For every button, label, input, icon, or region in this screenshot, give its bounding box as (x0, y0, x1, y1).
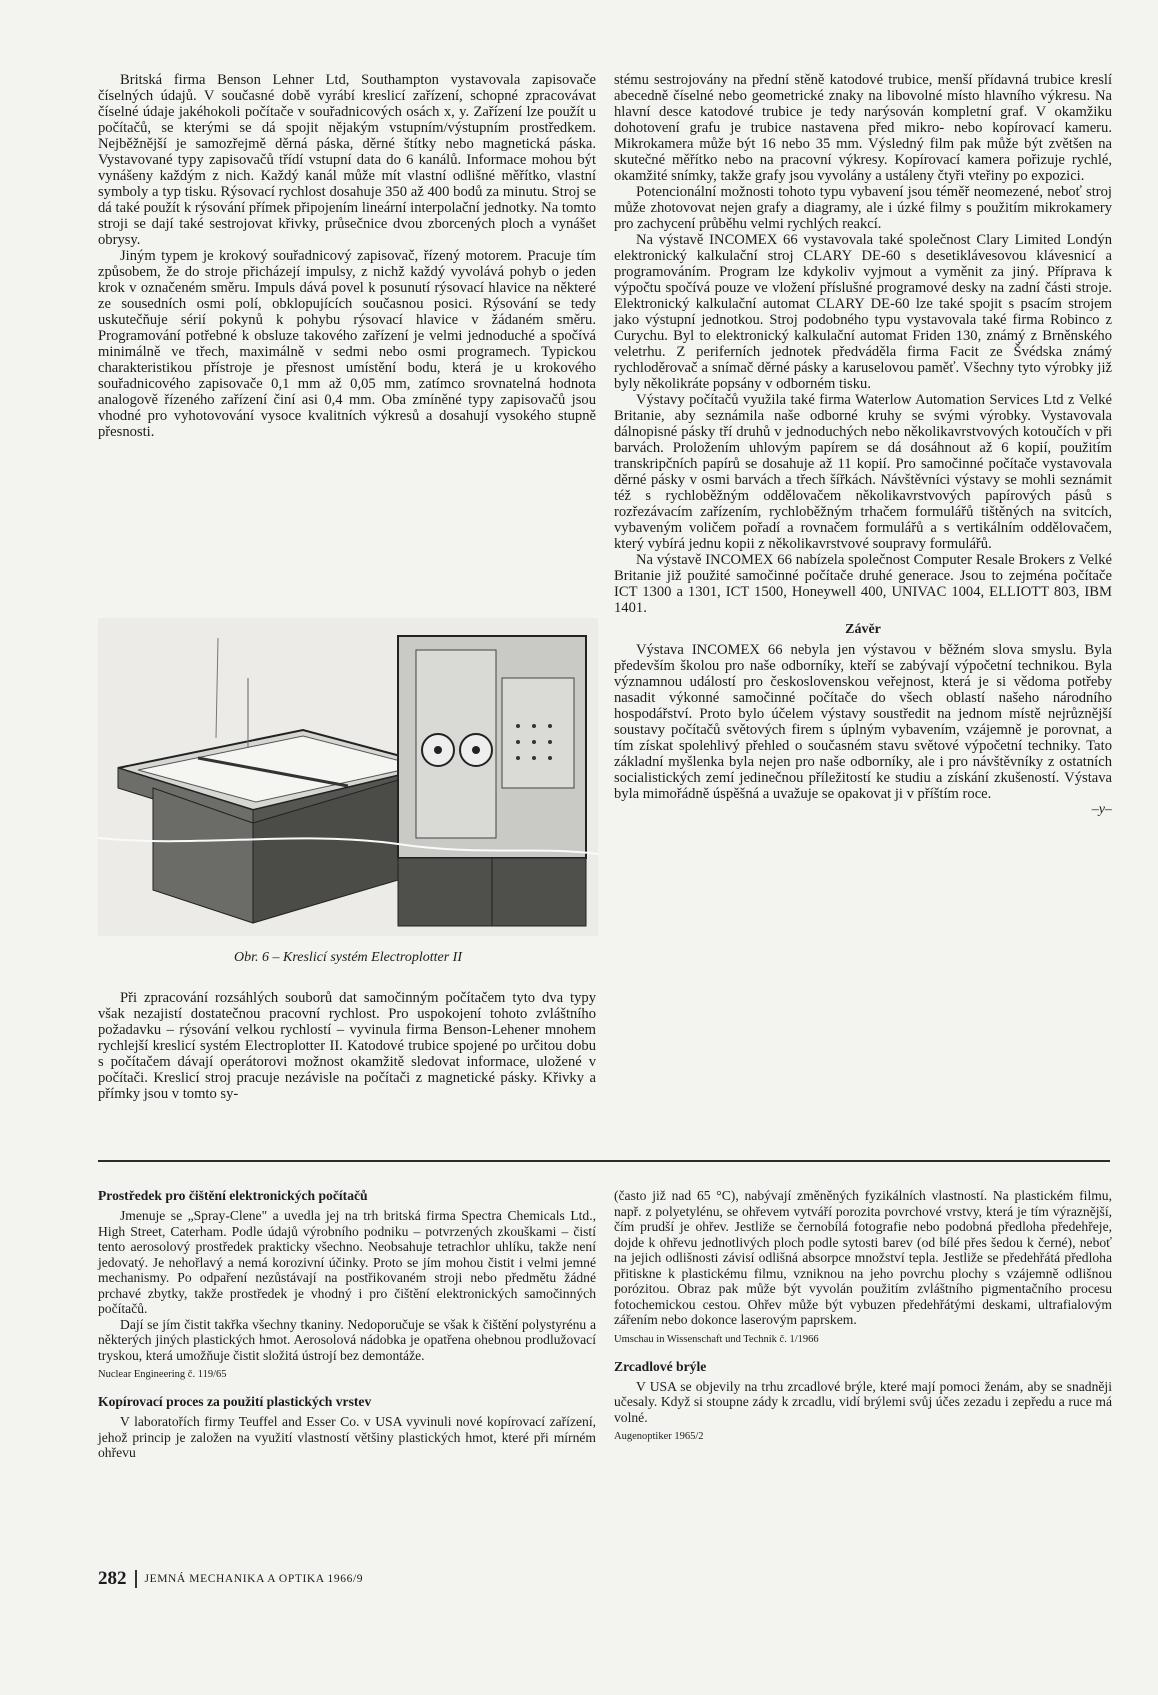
paragraph: Potencionální možnosti tohoto typu vybavení jsou téměř neomezené, neboť stroj může zhotovovat nejen grafy a diagramy, ale i úzké filmy s použitím mikrokamery pro zachycení průběhu velmi rychlých reakcí. (614, 184, 1112, 232)
paragraph: V USA se objevily na trhu zrcadlové brýle, které mají pomoci ženám, aby se snadněji učesaly. Když si stoupne zády k zrcadlu, vidí brýlemi svůj účes zezadu i zepředu a ruce má volné. (614, 1378, 1112, 1425)
article-title: Zrcadlové brýle (614, 1358, 707, 1374)
figure-caption: Obr. 6 – Kreslicí systém Electroplotter II (234, 950, 462, 965)
paragraph: Britská firma Benson Lehner Ltd, Southampton vystavovala zapisovače číselných údajů. V současné době vyrábí kreslicí zařízení, schopné zpracovávat číselné údaje jakéhokoli počítače v souřadnicových osách x, y. Zařízení lze použít u počítačů, se kterými se dá spojit nějakým vstupním/výstupním prostředkem. Nejběžnější je samozřejmě děrná páska, děrné štítky nebo magnetická páska. Vystavované typy zapisovačů třídí vstupní data do 6 kanálů. Informace mohou být vynášeny každým z nich. Každý kanál může mít vlastní odlišné měřítko, vlastní symboly a typ tisku. Rýsovací rychlost dosahuje 350 až 400 bodů za minutu. Stroj se dá také použít k rýsování přímek připojením lineární interpolační jednotky. Na tomto stroji se dají také sestrojovat křivky, průsečnice dvou zborcených ploch a vynášet obrysy. (98, 72, 596, 248)
bottom-left-column (98, 1188, 596, 1461)
figure (98, 618, 598, 968)
paragraph: Výstavy počítačů využila také firma Waterlow Automation Services Ltd z Velké Britanie, aby seznámila naše odborné kruhy se svými výrobky. Vystavovala dálnopisné pásky tří druhů v jednoduchých nebo několikavrstvových kotoučích v při barvách. Proložením uhlovým papírem se dá dosáhnout až 6 kopií, použitím transkripčních papírů se dosahuje až 11 kopií. Pro samočinné počítače vystavovala děrné pásky v osmi barvách a třech šířkách. Návštěvníci výstavy se mohli seznámit též s rychloběžným oddělovačem několikavrstvových papírových pásů s rozřezávacím zařízením, rychloběžným trhačem formulářů tištěných na svitcích, vybaveným voličem pořadí a rovnačem formulářů a s vertikálním oddělovačem, který vybírá jednu kopii z několikavrstvové soupravy formulářů. (614, 392, 1112, 552)
source-citation: Augenoptiker 1965/2 (614, 1431, 704, 1442)
paragraph: V laboratořích firmy Teuffel and Esser Co. v USA vyvinuli nové kopírovací zařízení, jehož princip je založen na využití vlastností většiny plastických hmot, které při mírném ohřevu (98, 1414, 596, 1460)
source-citation: Umschau in Wissenschaft und Technik č. 1/1966 (614, 1333, 819, 1345)
control-cabinet (398, 636, 586, 926)
paragraph: Při zpracování rozsáhlých souborů dat samočinným počítačem tyto dva typy však nezajistí dostatečnou pracovní rychlost. Pro uspokojení tohoto zvláštního požadavku – rýsování velkou rychlostí – vyvinula firma Benson-Lehener mnohem rychlejší kreslicí systém Electroplotter II. Katodové trubice spojené po určitou dobu s počítačem dávají operátorovi možnost okamžitě sledovat informace, uložené v počítači. Kreslicí stroj pracuje nezávisle na počítači z magnetické pásky. Křivky a přímky jsou v tomto sy- (98, 990, 596, 1102)
paragraph: Jmenuje se „Spray-Clene" a uvedla jej na trh britská firma Spectra Chemicals Ltd., High Street, Caterham. Podle údajů výrobního podniku – potvrzených zkouškami – čistí tento aerosolový prostředek prakticky všechno. Neobsahuje tetrachlor uhlíku, takže není jedovatý. Je nehořlavý a nemá korozivní účinky. Proto se jím mohou čistit i velmi jemné mechanismy. Po odpaření nezůstávají na postřikovaném stroji nebo předmětu žádné prchavé zbytky, takže prostředek je vhodný i pro čištění elektronických samočinných počítačů. (98, 1208, 596, 1316)
paragraph: Na výstavě INCOMEX 66 nabízela společnost Computer Resale Brokers z Velké Britanie již použité samočinné počítače druhé generace. Jsou to zejména počítače ICT 1300 a 1301, ICT 1500, Honeywell 400, UNIVAC 1004, ELLIOTT 803, IBM 1401. (614, 552, 1112, 616)
bottom-right-column (614, 1188, 1112, 1456)
page-number: 282 (98, 1568, 127, 1589)
footer-separator (135, 1570, 137, 1588)
paragraph: Jiným typem je krokový souřadnicový zapisovač, řízený motorem. Pracuje tím způsobem, že do stroje přicházejí impulsy, z nichž každý vyvolává pohyb o jeden krok v označeném směru. Impuls dává povel k posunutí rýsovací hlavice na některé ze sousedních osmi polí, obklopujících současnou posici. Rýsování se tedy uskutečňuje sérií pokynů k pohybu rýsovací hlavice v žádaném směru. Programování potřebné k obsluze takového zařízení je velmi jednoduché a spočívá minimálně ve třech, maximálně v sedmi nebo osmi programech. Typickou charakteristikou přístroje je přesnost umístění bodu, která je u krokového souřadnicového zapisovače 0,1 mm až 0,05 mm, zatímco srovnatelná hodnota analogově řízeného zařízení činí asi 0,4 mm. Oba zmíněné typy zapisovačů jsou vhodné pro vyhotovování vysoce kvalitních výkresů a dosahují vysokého stupně přesnosti. (98, 248, 596, 440)
source-citation: Nuclear Engineering č. 119/65 (98, 1369, 227, 1380)
author-signoff: –y– (1091, 802, 1112, 817)
article-title: Kopírovací proces za použití plastických vrstev (98, 1394, 372, 1409)
paragraph: (často již nad 65 °C), nabývají změněných fyzikálních vlastností. Na plastickém filmu, např. z polyetylénu, se ohřevem vytváří porozita povrchové vrstvy, která je tím výraznější, čím prudší je ohřev. Jestliže se černobílá fotografie nebo podobná předloha předehřeje, dojde k ohřevu jednotlivých ploch podle sytosti barev (od bílé přes šedou k černé), neboť na jejich odlišnosti závisí odlišná absorpce množství tepla. Jestliže se předehřátá předloha přitiskne k plastickému filmu, vzniknou na jeho povrchu plochy s vzájemně odlišnou porózitou. Obraz pak může být vyvolán použitím zvláštního pigmentačního procesu fotochemickou cestou. Ohřev může být vybuzen předehřátými deskami, ultrafialovým zářením nebo dokonce laserovým paprskem. (614, 1188, 1112, 1327)
conclusion-paragraph: Výstava INCOMEX 66 nebyla jen výstavou v běžném slova smyslu. Byla především školou pro naše odborníky, kteří se zabývají výpočetní technikou. Byla významnou událostí pro československou veřejnost, která je si vědoma potřeby nasadit výkonné samočinné počítače do všech oblastí našeho národního hospodářství. Proto bylo účelem výstavy soustředit na jednom místě nejrůznější soustavy počítačů světových firem s úplným vybavením, vzájemně je porovnat, a tím získat spolehlivý přehled o současném stavu světové výpočetní techniky. Tato základní myšlenka byla nejen pro naše odborníky, ale i pro návštěvníky z ostatních socialistických zemí jedinečnou příležitostí ke studiu a získání zkušeností. Výstava byla mimořádně úspěšná a uvažuje se opakovat ji v příštím roce. (614, 642, 1112, 802)
page-footer (98, 1568, 363, 1590)
electroplotter-photo (98, 618, 598, 936)
paragraph: stému sestrojovány na přední stěně katodové trubice, menší přídavná trubice kreslí abecedně číselné nebo geometrické znaky na libovolné místo hlavního výkresu. Na hlavní desce katodové trubice je tedy narýsován kompletní graf. V okamžiku dohotovení grafu je trubice nastavena před mikro- nebo kopírovací kameru. Mikrokamera může být 16 nebo 35 mm. Výsledný film pak může být zvětšen na skutečné měřítko nebo na pracovní výkresy. Kopírovací kamera pořizuje rychlé, okamžité snímky, takže grafy jsou vyvolány a ustáleny čtyři vteřiny po expozici. (614, 72, 1112, 184)
conclusion-heading: Závěr (845, 622, 881, 637)
left-column-bottom (98, 990, 596, 1102)
left-column-top (98, 72, 596, 440)
section-divider (98, 1160, 1110, 1162)
paragraph: Dají se jím čistit takřka všechny tkaniny. Nedoporučuje se však k čištění polystyrénu a některých jiných plastických hmot. Aerosolová nádobka je opatřena ohebnou prodlužovací tryskou, která umožňuje čistit složitá ústrojí bez demontáže. (98, 1316, 596, 1363)
paragraph: Na výstavě INCOMEX 66 vystavovala také společnost Clary Limited Londýn elektronický kalkulační stroj CLARY DE-60 s desetiklávesovou klávesnicí a programováním. Program lze kdykoliv vyjmout a vyměnit za jiný. Příprava k výpočtu spočívá pouze ve vložení příslušné programové desky na zadní části stroje. Elektronický kalkulační automat CLARY DE-60 lze také spojit s psacím strojem jako výstupní jednotkou. Stroj podobného typu vystavovala také firma Robinco z Curychu. Byl to elektronický kalkulační automat Friden 130, známý z Brněnského veletrhu. Z periferních jednotek předváděla firma Facit ze Švédska známý rychloděrovač a snímač děrné pásky a karuselovou paměť. Všechny tyto výrobky již byly několikráte popsány v odborném tisku. (614, 232, 1112, 392)
journal-title: JEMNÁ MECHANIKA A OPTIKA 1966/9 (144, 1573, 364, 1585)
right-column-top (614, 72, 1112, 818)
article-title: Prostředek pro čištění elektronických počítačů (98, 1188, 368, 1203)
